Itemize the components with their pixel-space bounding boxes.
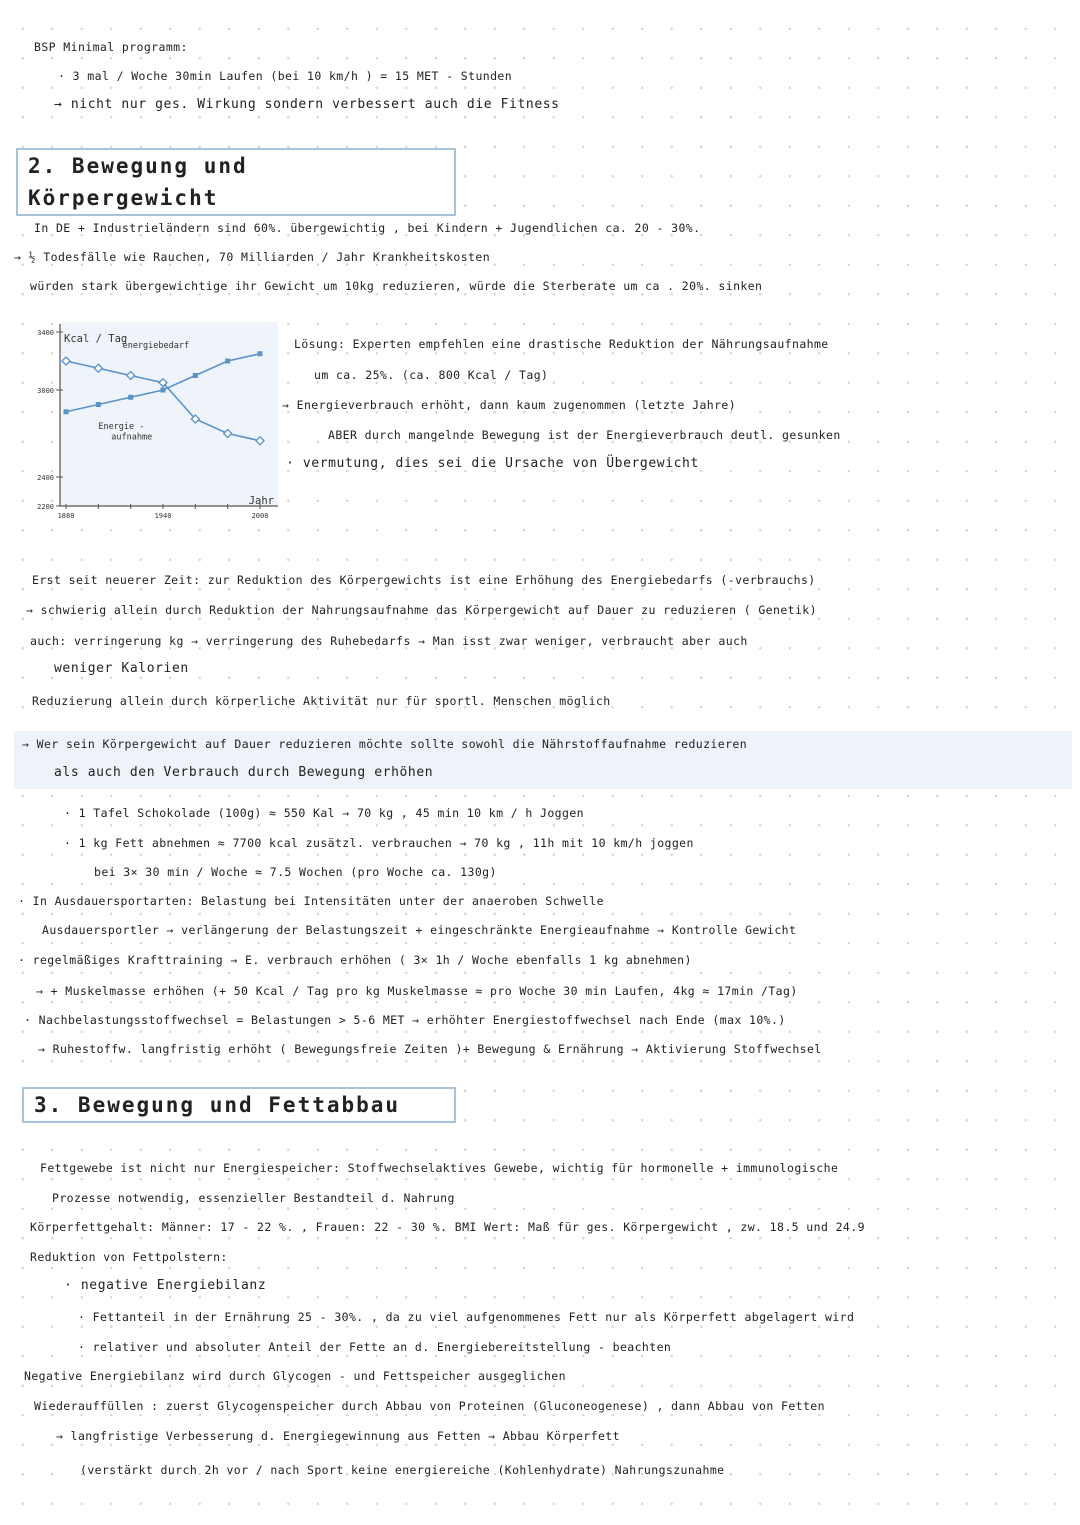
text-line: · regelmäßiges Krafttraining → E. verbrauch erhöhen ( 3× 1h / Woche ebenfalls 1 kg abnehmen) (18, 953, 692, 967)
text-line: → schwierig allein durch Reduktion der Nahrungsaufnahme das Körpergewicht auf Dauer zu reduzieren ( Genetik) (26, 603, 817, 617)
text-line: Fettgewebe ist nicht nur Energiespeicher: Stoffwechselaktives Gewebe, wichtig für hormonelle + immunologische (40, 1161, 839, 1175)
x-tick-label: 2000 (251, 512, 269, 520)
text-line: Prozesse notwendig, essenzieller Bestandteil d. Nahrung (52, 1191, 455, 1205)
text-line: Lösung: Experten empfehlen eine drastische Reduktion der Nährungsaufnahme (294, 337, 829, 351)
text-line: Reduzierung allein durch körperliche Aktivität nur für sportl. Menschen möglich (32, 694, 611, 708)
y-tick-label: 3400 (37, 329, 54, 337)
text-line: · 1 kg Fett abnehmen ≈ 7700 kcal zusätzl. verbrauchen → 70 kg , 11h mit 10 km/h joggen (64, 836, 694, 850)
text-line: auch: verringerung kg → verringerung des Ruhebedarfs → Man isst zwar weniger, verbraucht aber auch (30, 634, 748, 648)
text-line: · Fettanteil in der Ernährung 25 - 30%. , da zu viel aufgenommenes Fett nur als Körperfett abgelagert wird (78, 1310, 855, 1324)
x-tick-label: 1940 (154, 512, 172, 520)
text-line: · In Ausdauersportarten: Belastung bei Intensitäten unter der anaeroben Schwelle (18, 894, 604, 908)
text-line: Negative Energiebilanz wird durch Glycogen - und Fettspeicher ausgeglichen (24, 1369, 566, 1383)
text-line: → langfristige Verbesserung d. Energiegewinnung aus Fetten → Abbau Körperfett (56, 1429, 620, 1443)
text-line: Ausdauersportler → verlängerung der Belastungszeit + eingeschränkte Energieaufnahme → Kontrolle Gewicht (42, 923, 797, 937)
text-line: · vermutung, dies sei die Ursache von Übergewicht (286, 456, 699, 471)
text-line: ABER durch mangelnde Bewegung ist der Energieverbrauch deutl. gesunken (328, 428, 841, 442)
y-axis-label: Kcal / Tag (64, 333, 128, 345)
series-label-energieaufnahme-2: aufnahme (111, 432, 153, 443)
text-line: Körperfettgehalt: Männer: 17 - 22 %. , Frauen: 22 - 30 %. BMI Wert: Maß für ges. Körpergewicht , zw. 18.5 und 24.9 (30, 1220, 865, 1234)
text-line: → Ruhestoffw. langfristig erhöht ( Bewegungsfreie Zeiten )+ Bewegung & Ernährung → Aktivierung Stoffwechsel (38, 1042, 822, 1056)
section-2-title: 2. Bewegung und Körpergewicht (16, 148, 456, 216)
x-tick-label: 1880 (57, 512, 75, 520)
text-line: bei 3× 30 min / Woche ≈ 7.5 Wochen (pro Woche ca. 130g) (94, 865, 497, 879)
text-line: Erst seit neuerer Zeit: zur Reduktion des Körpergewichts ist eine Erhöhung des Energiebedarfs (-verbrauchs) (32, 573, 816, 587)
text-line: Reduktion von Fettpolstern: (30, 1250, 228, 1264)
data-point (258, 351, 263, 356)
data-point (225, 359, 230, 364)
example-line: · 3 mal / Woche 30min Laufen (bei 10 km/h ) = 15 MET - Stunden (58, 69, 513, 83)
section-3-title: 3. Bewegung und Fettabbau (22, 1087, 456, 1123)
text-line: würden stark übergewichtige ihr Gewicht um 10kg reduzieren, würde die Sterberate um ca . 20%. sinken (30, 279, 763, 293)
data-point (96, 402, 101, 407)
data-point (193, 373, 198, 378)
text-line: · negative Energiebilanz (64, 1278, 267, 1293)
example-line: BSP Minimal programm: (34, 40, 188, 54)
text-line: (verstärkt durch 2h vor / nach Sport keine energiereiche (Kohlenhydrate) Nahrungszunahme (80, 1463, 725, 1477)
text-line: · Nachbelastungsstoffwechsel = Belastungen > 5-6 MET → erhöhter Energiestoffwechsel nach Ende (max 10%.) (24, 1013, 786, 1027)
data-point (161, 388, 166, 393)
y-tick-label: 2400 (37, 474, 54, 482)
text-line: um ca. 25%. (ca. 800 Kcal / Tag) (314, 368, 549, 382)
y-tick-label: 3000 (37, 387, 54, 395)
series-label-energieaufnahme: Energie - (98, 422, 145, 433)
highlight-line: → Wer sein Körpergewicht auf Dauer reduzieren möchte sollte sowohl die Nährstoffaufnahme reduzieren (22, 737, 748, 751)
y-tick-label: 2200 (37, 503, 54, 511)
data-point (64, 409, 69, 414)
text-line: weniger Kalorien (54, 661, 189, 676)
x-axis-label: Jahr (248, 495, 274, 507)
text-line: Wiederauffüllen : zuerst Glycogenspeicher durch Abbau von Proteinen (Gluconeogenese) , dann Abbau von Fetten (34, 1399, 825, 1413)
data-point (128, 395, 133, 400)
example-line: → nicht nur ges. Wirkung sondern verbessert auch die Fitness (54, 97, 560, 112)
energy-chart (22, 318, 292, 528)
text-line: · 1 Tafel Schokolade (100g) ≈ 550 Kal → 70 kg , 45 min 10 km / h Joggen (64, 806, 584, 820)
series-label-energiebedarf: energiebedarf (122, 340, 190, 351)
highlight-line: als auch den Verbrauch durch Bewegung erhöhen (54, 765, 434, 780)
text-line: → ½ Todesfälle wie Rauchen, 70 Milliarden / Jahr Krankheitskosten (14, 250, 491, 264)
text-line: · relativer und absoluter Anteil der Fette an d. Energiebereitstellung - beachten (78, 1340, 672, 1354)
text-line: → + Muskelmasse erhöhen (+ 50 Kcal / Tag pro kg Muskelmasse ≈ pro Woche 30 min Laufen, 4kg ≈ 17min /Tag) (36, 984, 798, 998)
text-line: In DE + Industrieländern sind 60%. übergewichtig , bei Kindern + Jugendlichen ca. 20 - 30%. (34, 221, 701, 235)
text-line: → Energieverbrauch erhöht, dann kaum zugenommen (letzte Jahre) (282, 398, 737, 412)
